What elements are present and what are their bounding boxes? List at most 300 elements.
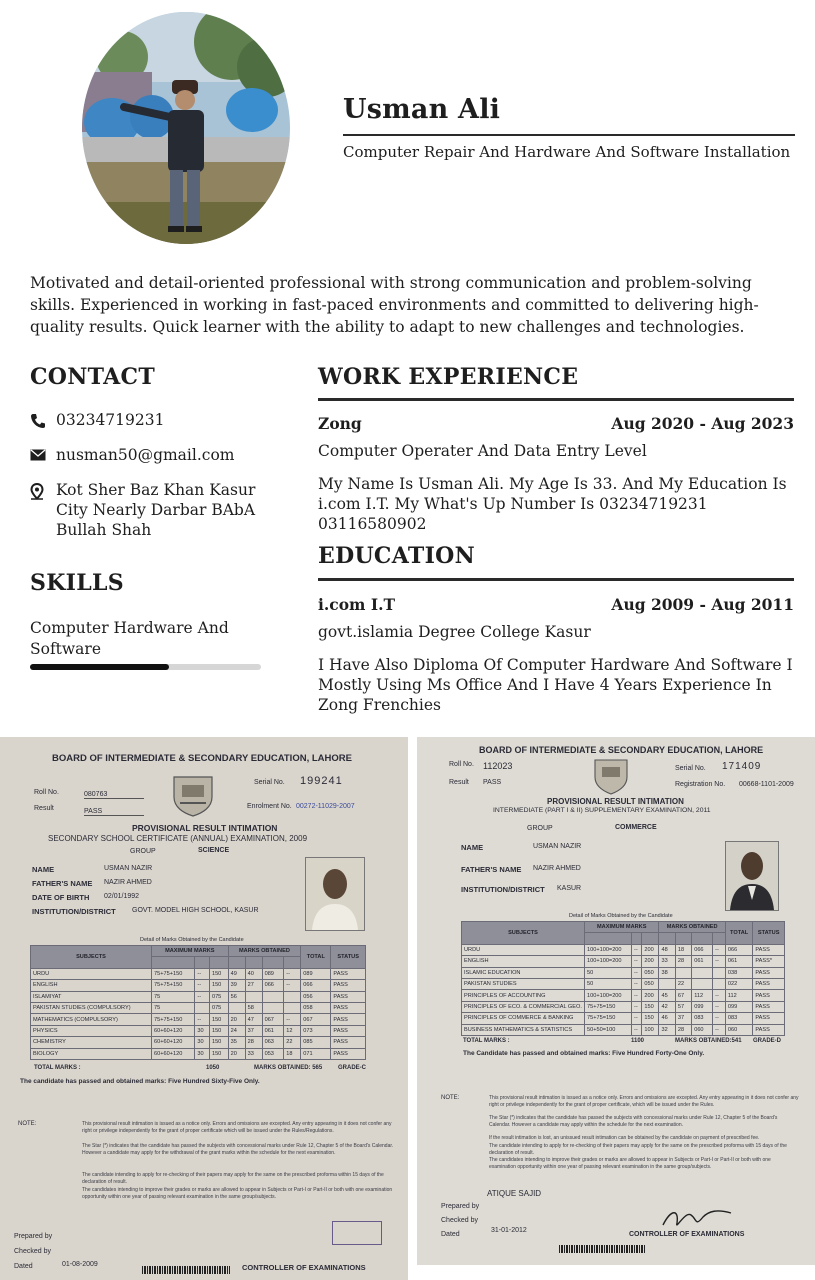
subject-cell: ISLAMIYAT [31,991,152,1002]
marks-cell: 112 [692,990,713,1001]
col-marks-obtained: MARKS OBTAINED [659,922,725,933]
marks-cell: 75+75+150 [152,968,195,979]
subject-cell: PRINCIPLES OF ACCOUNTING [462,990,585,1001]
marks-cell: 33 [659,956,675,967]
marks-cell: 100+100=200 [585,956,632,967]
marks-cell: 38 [659,967,675,978]
contact-email [30,445,234,465]
marks-cell: PASS [331,1037,366,1048]
marks-cell: 067 [262,1014,284,1025]
marks-cell [659,978,675,989]
marks-cell: PASS [331,1048,366,1059]
marks-cell: 28 [245,1037,262,1048]
marks-cell: 48 [659,944,675,955]
marks-cell: 066 [262,980,284,991]
field-label-dob: DATE OF BIRTH [32,893,90,902]
col-subjects: SUBJECTS [31,946,152,969]
marks-cell: -- [195,1014,210,1025]
total-marks-value: 1100 [631,1038,645,1044]
marks-cell: 150 [209,1014,228,1025]
marks-cell: 061 [262,1025,284,1036]
marks-row [462,967,785,978]
marks-cell: PASS [753,990,785,1001]
work-experience-heading: WORK EXPERIENCE [318,364,579,390]
intimation-title: PROVISIONAL RESULT INTIMATION [132,823,278,833]
signature-icon [661,1205,733,1231]
pass-statement: The candidate has passed and obtained marks: Five Hundred Sixty-Five Only. [20,1078,260,1085]
col-max-marks: MAXIMUM MARKS [585,922,659,933]
marks-cell: 056 [301,991,331,1002]
marks-cell: 100+100=200 [585,990,632,1001]
phone-text[interactable]: 03234719231 [56,411,165,429]
intimation-title: PROVISIONAL RESULT INTIMATION [547,797,684,806]
marks-cell: 067 [301,1014,331,1025]
marks-cell: 085 [301,1037,331,1048]
marks-cell: 57 [675,1001,691,1012]
total-marks-label: TOTAL MARKS : [463,1038,510,1044]
marks-cell: -- [195,968,210,979]
marks-cell [245,991,262,1002]
job-description: My Name Is Usman Ali. My Age Is 33. And My Education Is i.com I.T. My What's Up Number Is 03234719231 03116580902 [318,475,787,533]
marks-cell: 50+50=100 [585,1024,632,1035]
col-total: TOTAL [725,922,753,945]
marks-cell: 066 [301,980,331,991]
marks-cell: 053 [262,1048,284,1059]
marks-cell: 24 [228,1025,245,1036]
marks-cell: -- [632,1024,642,1035]
checked-by-label: Checked by [14,1248,51,1255]
marks-cell: 42 [659,1001,675,1012]
subject-cell: PRINCIPLES OF COMMERCE & BANKING [462,1013,585,1024]
pass-statement: The Candidate has passed and obtained marks: Five Hundred Forty-One Only. [463,1050,705,1057]
marks-cell: 150 [642,1001,659,1012]
marks-row [462,990,785,1001]
field-value-name: USMAN NAZIR [104,865,153,872]
marks-cell: 35 [228,1037,245,1048]
profile-name: Usman Ali [343,94,501,125]
dated-label: Dated [441,1231,460,1238]
marks-cell: PASS [753,1001,785,1012]
marks-cell: 75+75+150 [152,1014,195,1025]
marks-cell: 12 [284,1025,301,1036]
marks-cell: PASS [331,991,366,1002]
field-label-institution: INSTITUTION/DISTRICT [461,885,545,894]
note-4: The candidate intending to apply for re-checking of their papers may apply for the same on the prescribed proforma with 15 days of the declaration of result. [489,1143,787,1156]
marks-cell: -- [713,956,726,967]
marks-cell: 20 [228,1014,245,1025]
field-label-father: FATHER'S NAME [32,879,93,888]
dated-value: 31-01-2012 [491,1227,527,1234]
marks-cell: 75 [152,991,195,1002]
job-position: Computer Operater And Data Entry Level [318,442,647,460]
field-label-institution: INSTITUTION/DISTRICT [32,907,116,916]
marks-cell: 150 [209,980,228,991]
marks-row [31,1002,366,1013]
marks-cell: -- [195,980,210,991]
work-experience-divider [318,398,794,401]
marks-cell [692,967,713,978]
checked-by-label: Checked by [441,1217,478,1224]
col-total: TOTAL [301,946,331,969]
board-name: BOARD OF INTERMEDIATE & SECONDARY EDUCATION, LAHORE [52,753,352,764]
marks-cell: -- [713,944,726,955]
marks-cell: PASS [753,967,785,978]
marks-cell: 50 [585,978,632,989]
enrolment-label: Enrolment No. [247,803,292,810]
result-value: PASS [84,808,144,816]
job-dates: Aug 2020 - Aug 2023 [611,414,794,433]
group-value: SCIENCE [198,847,230,854]
marks-cell: 200 [642,990,659,1001]
subject-cell: CHEMISTRY [31,1037,152,1048]
marks-row [31,1037,366,1048]
marks-row [462,944,785,955]
col-status: STATUS [753,922,785,945]
marks-cell: -- [713,1013,726,1024]
address-text: Kot Sher Baz Khan Kasur City Nearly Darbar BAbA Bullah Shah [56,481,256,539]
subject-cell: MATHEMATICS (COMPULSORY) [31,1014,152,1025]
marks-row [31,968,366,979]
marks-cell: PASS [331,1014,366,1025]
marks-cell: PASS [331,968,366,979]
marks-cell: 33 [245,1048,262,1059]
registration-label: Registration No. [675,781,726,788]
subject-cell: PAKISTAN STUDIES [462,978,585,989]
board-name: BOARD OF INTERMEDIATE & SECONDARY EDUCATION, LAHORE [479,745,764,755]
marks-cell: -- [195,991,210,1002]
marks-cell [262,1002,284,1013]
marks-cell: 30 [195,1037,210,1048]
note-1: This provisional result intimation is issued as a notice only. Errors and omissions are excepted. Any entry appearing in it does not confer any right or privilege independently for the grant of proper certificate which will be issued under the Rules/Regulations. [82,1121,392,1134]
marks-cell [692,978,713,989]
barcode-icon [142,1266,230,1274]
marks-cell: 200 [642,956,659,967]
marks-cell: 27 [245,980,262,991]
marks-cell: 47 [245,1014,262,1025]
marks-cell [284,1002,301,1013]
name-divider [343,134,795,136]
controller-title: CONTROLLER OF EXAMINATIONS [242,1263,366,1272]
marks-cell: 18 [675,944,691,955]
prepared-by-label: Prepared by [441,1203,480,1210]
profile-summary: Motivated and detail-oriented professional with strong communication and problem-solving skills. Experienced in working in fast-paced environments and committed to delivering high-quality results. Quick learner with the ability to adapt to new challenges and technologies. [30,274,759,336]
marks-cell: 022 [725,978,753,989]
marks-cell: 58 [245,1002,262,1013]
roll-label: Roll No. [34,789,59,796]
marks-cell [262,991,284,1002]
marks-cell: 089 [301,968,331,979]
marks-cell: 060 [692,1024,713,1035]
education-school: govt.islamia Degree College Kasur [318,623,591,641]
marks-cell: 063 [262,1037,284,1048]
marks-cell: 50 [585,967,632,978]
field-label-name: NAME [32,865,55,874]
official-stamp-icon [332,1221,382,1245]
marks-cell: 37 [675,1013,691,1024]
marks-cell: -- [632,978,642,989]
marks-cell: PASS [331,980,366,991]
matric-result-card [0,737,408,1280]
marks-cell: 32 [659,1024,675,1035]
marks-row [462,1024,785,1035]
subject-cell: PRINCIPLES OF ECO. & COMMERCIAL GEO. [462,1001,585,1012]
note-label: NOTE: [441,1095,460,1101]
education-description: I Have Also Diploma Of Computer Hardware And Software I Mostly Using Ms Office And I Have 4 Years Experience In Zong Frenchies [318,656,793,714]
marks-cell: 40 [245,968,262,979]
marks-cell: 75 [152,1002,195,1013]
marks-cell: 49 [228,968,245,979]
marks-cell: 083 [725,1013,753,1024]
marks-cell: 089 [262,968,284,979]
exam-title: INTERMEDIATE (PART I & II) SUPPLEMENTARY EXAMINATION, 2011 [493,807,711,814]
marks-cell: -- [713,1024,726,1035]
marks-cell: 150 [209,968,228,979]
marks-row [462,978,785,989]
contact-heading: CONTACT [30,364,156,390]
barcode-icon [559,1245,645,1253]
field-value-father: NAZIR AHMED [533,865,581,872]
marks-cell: 061 [725,956,753,967]
marks-cell: 150 [209,1025,228,1036]
candidate-photo [305,857,365,931]
note-3: If the result intimation is lost, an unissued result intimation can be obtained by the candidate on payment of prescribed fee. [489,1135,760,1141]
group-label: GROUP [527,825,553,832]
grade-value: GRADE-D [753,1038,781,1044]
marks-cell: 75+75=150 [585,1013,632,1024]
marks-cell: -- [284,1014,301,1025]
marks-cell: 061 [692,956,713,967]
subject-cell: BUSINESS MATHEMATICS & STATISTICS [462,1024,585,1035]
group-label: GROUP [130,848,156,855]
roll-label: Roll No. [449,761,474,768]
marks-cell: 060 [725,1024,753,1035]
marks-cell: 60+60+120 [152,1025,195,1036]
marks-cell: 100 [642,1024,659,1035]
marks-cell: 150 [642,1013,659,1024]
marks-cell: 150 [209,1037,228,1048]
registration-number: 00668-1101-2009 [739,781,794,788]
subject-cell: URDU [462,944,585,955]
marks-cell: PASS [331,1025,366,1036]
marks-cell: 22 [284,1037,301,1048]
marks-cell: 22 [675,978,691,989]
education-dates: Aug 2009 - Aug 2011 [611,595,794,614]
marks-cell: -- [632,990,642,1001]
marks-cell: 45 [659,990,675,1001]
contact-phone [30,410,164,430]
dated-value: 01-08-2009 [62,1261,98,1268]
marks-cell [284,991,301,1002]
marks-cell: 200 [642,944,659,955]
marks-cell: -- [284,968,301,979]
marks-cell: 75+75+150 [152,980,195,991]
note-2: The Star (*) indicates that the candidate has passed the subjects with concessional marks under Rule 12, Chapter 5 of the Board's Calendar. However a candidate may apply for the withdrawal of the grant marks within the schedule for the next examination. [82,1143,394,1156]
serial-label: Serial No. [675,765,706,772]
skill-level-fill [30,664,169,670]
marks-cell: 46 [659,1013,675,1024]
marks-cell [713,967,726,978]
marks-row [31,1025,366,1036]
envelope-icon [30,445,56,462]
group-value: COMMERCE [615,824,657,831]
marks-row [31,991,366,1002]
grade-value: GRADE-C [338,1065,366,1071]
marks-cell: PASS [753,978,785,989]
field-value-dob: 02/01/1992 [104,893,140,900]
location-pin-icon [30,480,56,500]
marks-cell: 099 [692,1001,713,1012]
field-value-name: USMAN NAZIR [533,843,582,850]
marks-cell: PASS [331,1002,366,1013]
marks-caption: Detail of Marks Obtained by the Candidate [569,913,673,919]
marks-cell [228,1002,245,1013]
marks-row [31,1014,366,1025]
marks-caption: Detail of Marks Obtained by the Candidate [140,937,244,943]
marks-cell: -- [713,990,726,1001]
contact-address [30,480,290,540]
serial-number: 199241 [300,775,343,787]
col-subjects: SUBJECTS [462,922,585,945]
marks-cell: 050 [642,978,659,989]
marks-cell: PASS* [753,956,785,967]
skills-heading: SKILLS [30,570,124,596]
email-text[interactable]: nusman50@gmail.com [56,446,235,464]
serial-label: Serial No. [254,779,285,786]
marks-obtained: MARKS OBTAINED: 565 [254,1065,323,1071]
marks-table [461,921,785,1036]
note-label: NOTE: [18,1121,37,1127]
marks-row [462,956,785,967]
marks-row [462,1013,785,1024]
marks-cell: 066 [725,944,753,955]
phone-icon [30,410,56,429]
result-value: PASS [483,779,502,786]
field-value-institution: GOVT. MODEL HIGH SCHOOL, KASUR [132,907,259,914]
note-3: The candidate intending to apply for re-checking of their papers may apply for the same on the prescribed proforma within 15 days of the declaration of result. [82,1172,384,1185]
marks-cell: 67 [675,990,691,1001]
subject-cell: BIOLOGY [31,1048,152,1059]
subject-cell: ENGLISH [31,980,152,991]
marks-cell: 058 [301,1002,331,1013]
marks-cell: 099 [725,1001,753,1012]
candidate-photo [725,841,779,911]
total-marks-value: 1050 [206,1065,220,1071]
education-heading: EDUCATION [318,543,476,569]
marks-cell: 100+100=200 [585,944,632,955]
field-value-father: NAZIR AHMED [104,879,152,886]
marks-cell: 150 [209,1048,228,1059]
prepared-by-label: Prepared by [14,1233,53,1240]
note-1: This provisional result intimation is issued as a notice only. Errors and omissions are excepted. Any entry appearing in it does not confer any right or privilege independently for the grant of proper certificate, which will be issued under the Rules. [489,1095,799,1108]
marks-cell: 071 [301,1048,331,1059]
col-max-marks: MAXIMUM MARKS [152,946,229,957]
marks-cell: PASS [753,1024,785,1035]
marks-cell: -- [713,1001,726,1012]
enrolment-number: 00272-11029-2007 [296,803,355,810]
marks-cell: 39 [228,980,245,991]
marks-cell: -- [632,967,642,978]
marks-cell [675,967,691,978]
education-divider [318,578,794,581]
roll-number: 112023 [483,761,513,771]
marks-cell: 112 [725,990,753,1001]
marks-row [31,1048,366,1059]
subject-cell: PHYSICS [31,1025,152,1036]
marks-cell: 075 [209,1002,228,1013]
result-label: Result [449,779,469,786]
col-status: STATUS [331,946,366,969]
marks-cell [195,1002,210,1013]
note-5: The candidates intending to improve their grades or marks are allowed to appear in Subjects or Part-I or Part-II or both with one examination opportunity within one year of passing relevant examination in the same group/subjects. [489,1157,771,1170]
job-company: Zong [318,414,362,433]
marks-row [31,980,366,991]
note-4: The candidates intending to improve their grades or marks are allowed to appear in Subjects or Part-I or Part-II or both with one examination opportunity within one year of passing relevant examination in the same group/subjects. [82,1187,393,1200]
field-label-name: NAME [461,843,484,852]
exam-title: SECONDARY SCHOOL CERTIFICATE (ANNUAL) EXAMINATION, 2009 [48,834,308,843]
field-value-institution: KASUR [557,885,582,892]
marks-cell: 083 [692,1013,713,1024]
education-degree: i.com I.T [318,595,396,614]
serial-number: 171409 [722,761,762,772]
total-marks-label: TOTAL MARKS : [34,1065,81,1071]
marks-table [30,945,366,1060]
col-marks-obtained: MARKS OBTAINED [228,946,301,957]
marks-cell: 56 [228,991,245,1002]
marks-cell [713,978,726,989]
skill-label: Computer Hardware And Software [30,619,229,658]
marks-cell: 60+60+120 [152,1037,195,1048]
marks-cell: 30 [195,1048,210,1059]
marks-cell: 20 [228,1048,245,1059]
marks-cell: 75+75=150 [585,1001,632,1012]
marks-cell: 30 [195,1025,210,1036]
marks-cell: 18 [284,1048,301,1059]
marks-cell: 60+60+120 [152,1048,195,1059]
prepared-by-value: ATIQUE SAJID [487,1189,542,1198]
marks-cell: 066 [692,944,713,955]
board-crest-icon [592,757,630,795]
subject-cell: ENGLISH [462,956,585,967]
marks-row [462,1001,785,1012]
marks-cell: PASS [753,944,785,955]
dated-label: Dated [14,1263,33,1270]
marks-cell: 28 [675,1024,691,1035]
marks-cell: 075 [209,991,228,1002]
marks-cell: -- [632,1001,642,1012]
marks-cell: -- [632,1013,642,1024]
marks-cell: 073 [301,1025,331,1036]
result-label: Result [34,805,54,812]
profile-photo [82,12,290,244]
board-crest-icon [170,773,216,817]
marks-cell: -- [284,980,301,991]
marks-cell: 050 [642,967,659,978]
subject-cell: URDU [31,968,152,979]
marks-cell: -- [632,944,642,955]
intermediate-result-card [417,737,815,1265]
profile-title: Computer Repair And Hardware And Software Installation [343,143,791,161]
marks-cell: -- [632,956,642,967]
subject-cell: PAKISTAN STUDIES (COMPULSORY) [31,1002,152,1013]
skill-level-bar [30,664,261,670]
marks-cell: 28 [675,956,691,967]
marks-cell: 37 [245,1025,262,1036]
roll-number: 080763 [84,791,144,799]
controller-title: CONTROLLER OF EXAMINATIONS [629,1231,745,1238]
marks-obtained: MARKS OBTAINED:541 [675,1038,742,1044]
note-2: The Star (*) indicates that the candidate has passed the subjects with concessional marks under Rule 12, Chapter 5 of the Board's Calendar. However a candidate may apply within the schedule for the next examination. [489,1115,778,1128]
marks-cell: 038 [725,967,753,978]
